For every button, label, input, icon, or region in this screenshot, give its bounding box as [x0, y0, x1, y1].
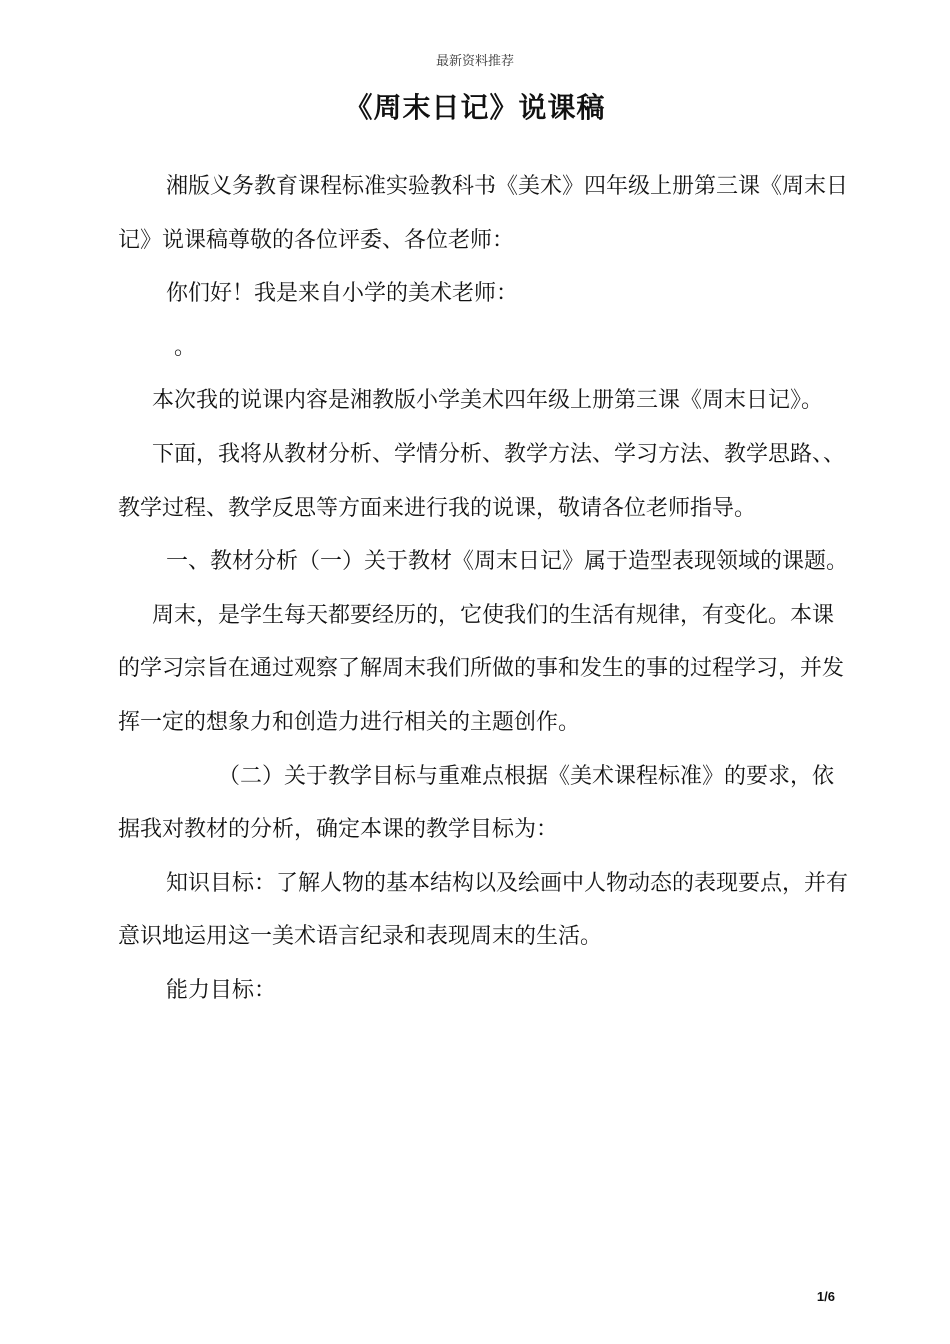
paragraph-greeting: 你们好！我是来自小学的美术老师：: [166, 281, 519, 307]
paragraph-outline: 下面，我将从教材分析、学情分析、教学方法、学习方法、教学思路、、教学过程、教学反思等方面来进行我的说课，敬请各位老师指导。: [118, 441, 846, 521]
document-body: [118, 160, 853, 1018]
document-title: 《周末日记》说课稿: [344, 91, 606, 124]
header-note: 最新资料推荐: [435, 54, 514, 69]
page-number: 1/6: [816, 1289, 835, 1304]
paragraph-period: 。: [174, 334, 197, 360]
paragraph-lesson-content: 本次我的说课内容是湘教版小学美术四年级上册第三课《周末日记》。: [152, 388, 824, 414]
paragraph-textbook-analysis: 一、教材分析（一）关于教材《周末日记》属于造型表现领域的课题。: [166, 549, 849, 575]
paragraph-knowledge-goal: 知识目标：了解人物的基本结构以及绘画中人物动态的表现要点，并有意识地运用这一美术语言纪录和表现周末的生活。: [118, 870, 849, 950]
paragraph-ability-goal: 能力目标：: [166, 977, 277, 1003]
paragraph-intro: 湘版义务教育课程标准实验教科书《美术》四年级上册第三课《周末日记》说课稿尊敬的各位评委、各位老师：: [118, 174, 849, 253]
paragraph-teaching-goals: （二）关于教学目标与重难点根据《美术课程标准》的要求，依据我对教材的分析，确定本课的教学目标为：: [118, 763, 835, 843]
paragraph-weekend: 周末，是学生每天都要经历的，它使我们的生活有规律，有变化。本课的学习宗旨在通过观察了解周末我们所做的事和发生的事的过程学习，并发挥一定的想象力和创造力进行相关的主题创作。: [118, 602, 845, 735]
